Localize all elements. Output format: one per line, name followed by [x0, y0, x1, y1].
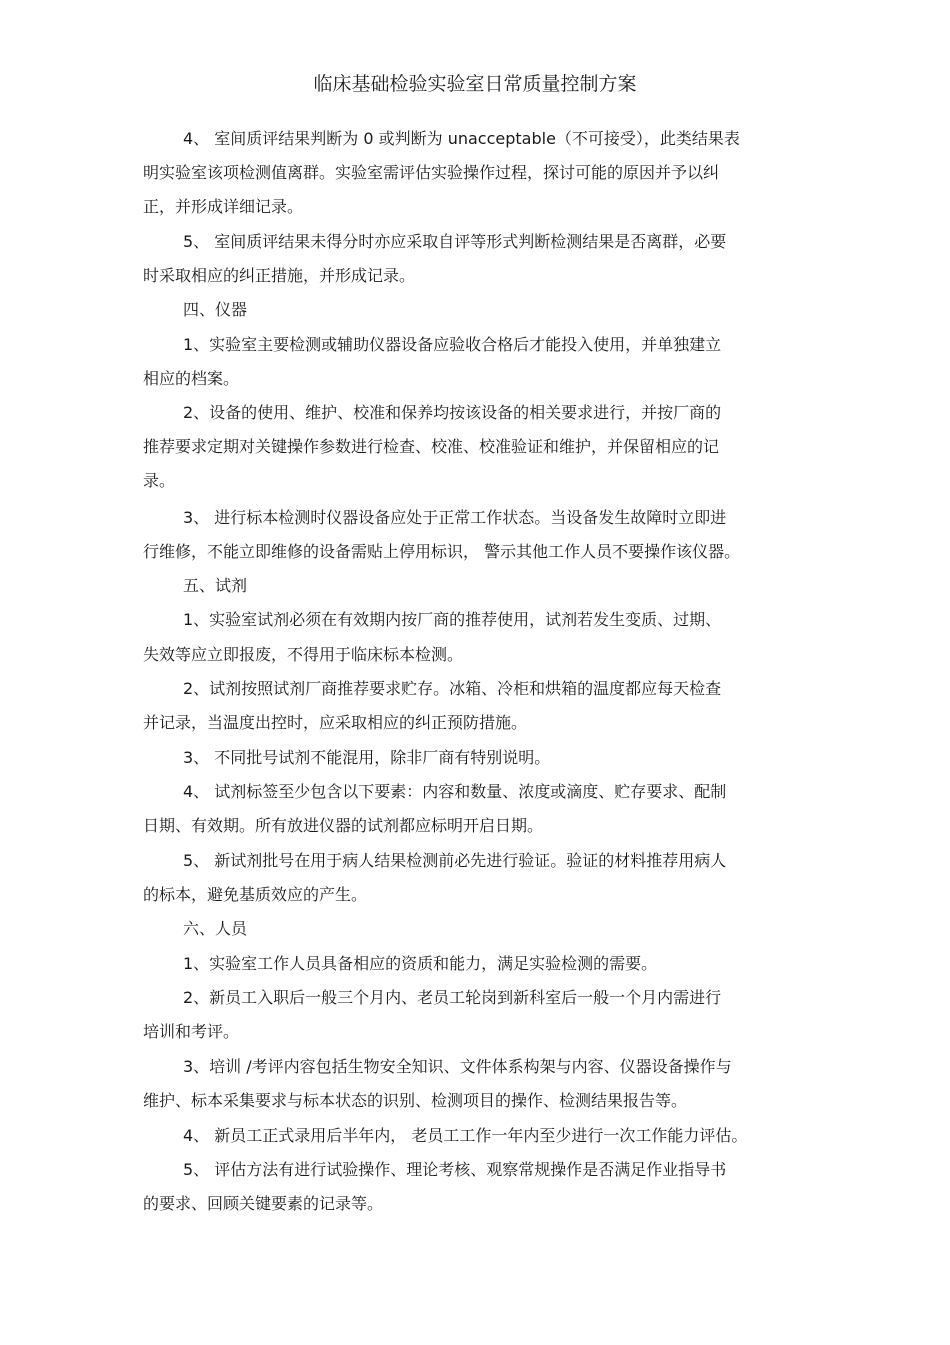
text-line: 时采取相应的纠正措施，并形成记录。: [143, 266, 416, 285]
document-title: 临床基础检验实验室日常质量控制方案: [313, 73, 637, 95]
text-line: 5、 新试剂批号在用于病人结果检测前必先进行验证。验证的材料推荐用病人: [183, 851, 727, 870]
text-line: 培训和考评。: [143, 1022, 240, 1041]
text-line: 3、 不同批号试剂不能混用，除非厂商有特别说明。: [183, 748, 551, 767]
section-heading: 六、人员: [183, 919, 248, 938]
text-line: 正，并形成详细记录。: [143, 197, 304, 216]
text-line: 的标本，避免基质效应的产生。: [143, 885, 368, 904]
text-line: 1、实验室主要检测或辅助仪器设备应验收合格后才能投入使用，并单独建立: [183, 335, 722, 354]
text-line: 相应的档案。: [143, 369, 240, 388]
text-line: 4、 试剂标签至少包含以下要素：内容和数量、浓度或滴度、贮存要求、配制: [183, 782, 727, 801]
text-line: 1、实验室试剂必须在有效期内按厂商的推荐使用，试剂若发生变质、过期、: [183, 610, 722, 629]
text-line: 3、 进行标本检测时仪器设备应处于正常工作状态。当设备发生故障时立即进: [183, 508, 727, 527]
text-line: 录。: [143, 471, 176, 490]
text-line: 2、设备的使用、维护、校准和保养均按该设备的相关要求进行，并按厂商的: [183, 403, 722, 422]
text-line: 4、 新员工正式录用后半年内， 老员工工作一年内至少进行一次工作能力评估。: [183, 1126, 748, 1145]
text-line: 3、培训 /考评内容包括生物安全知识、文件体系构架与内容、仪器设备操作与: [183, 1057, 732, 1076]
text-line: 并记录，当温度出控时，应采取相应的纠正预防措施。: [143, 713, 528, 732]
text-line: 行维修，不能立即维修的设备需贴上停用标识， 警示其他工作人员不要操作该仪器。: [143, 542, 741, 561]
text-line: 2、试剂按照试剂厂商推荐要求贮存。冰箱、冷柜和烘箱的温度都应每天检查: [183, 679, 722, 698]
text-line: 推荐要求定期对关键操作参数进行检查、校准、校准验证和维护，并保留相应的记: [143, 437, 720, 456]
text-line: 5、 室间质评结果未得分时亦应采取自评等形式判断检测结果是否离群，必要: [183, 232, 727, 251]
text-line: 失效等应立即报废，不得用于临床标本检测。: [143, 645, 464, 664]
text-line: 明实验室该项检测值离群。实验室需评估实验操作过程，探讨可能的原因并予以纠: [143, 163, 720, 182]
text-line: 日期、有效期。所有放进仪器的试剂都应标明开启日期。: [143, 816, 544, 835]
text-line: 5、 评估方法有进行试验操作、理论考核、观察常规操作是否满足作业指导书: [183, 1160, 727, 1179]
section-heading: 五、试剂: [183, 576, 248, 595]
text-line: 维护、标本采集要求与标本状态的识别、检测项目的操作、检测结果报告等。: [143, 1091, 688, 1110]
text-line: 的要求、回顾关键要素的记录等。: [143, 1194, 384, 1213]
text-line: 2、新员工入职后一般三个月内、老员工轮岗到新科室后一般一个月内需进行: [183, 988, 722, 1007]
text-line: 4、 室间质评结果判断为 0 或判断为 unacceptable（不可接受），此类结果表: [183, 129, 740, 148]
section-heading: 四、仪器: [183, 300, 248, 319]
text-line: 1、实验室工作人员具备相应的资质和能力，满足实验检测的需要。: [183, 954, 658, 973]
